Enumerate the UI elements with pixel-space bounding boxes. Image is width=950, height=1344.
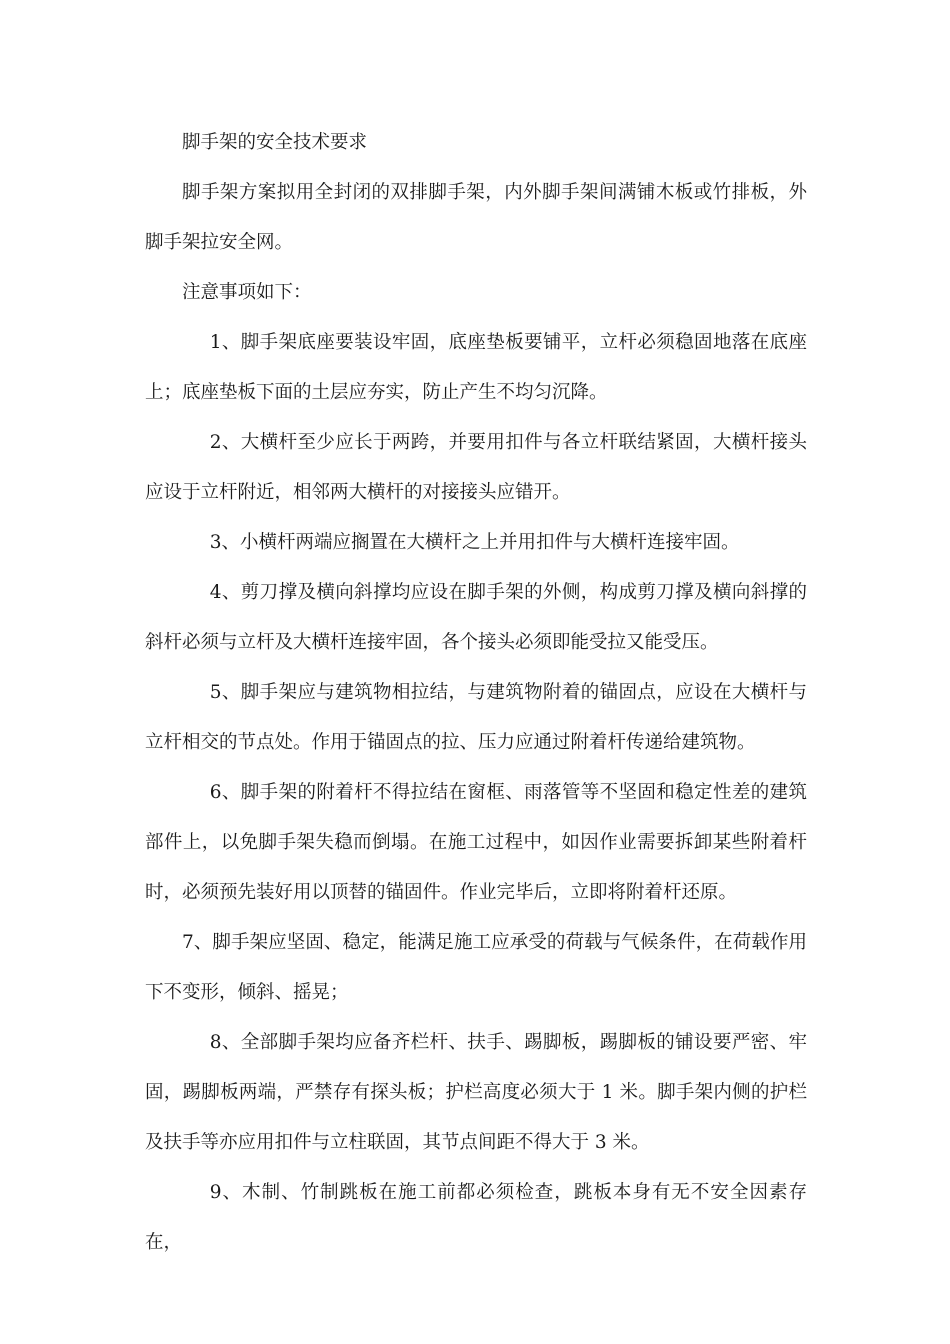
- paragraph-item-2: 2、大横杆至少应长于两跨，并要用扣件与各立杆联结紧固，大横杆接头应设于立杆附近，相邻两大横杆的对接接头应错开。: [145, 432, 807, 503]
- paragraph-item-9: 9、木制、竹制跳板在施工前都必须检查，跳板本身有无不安全因素存在，: [145, 1182, 807, 1253]
- paragraph-notes-heading: 注意事项如下：: [182, 282, 312, 303]
- paragraph-item-5: 5、脚手架应与建筑物相拉结，与建筑物附着的锚固点，应设在大横杆与立杆相交的节点处。作用于锚固点的拉、压力应通过附着杆传递给建筑物。: [145, 682, 807, 753]
- paragraph-intro: 脚手架方案拟用全封闭的双排脚手架，内外脚手架间满铺木板或竹排板，外脚手架拉安全网。: [145, 182, 807, 253]
- paragraph-item-3: 3、小横杆两端应搁置在大横杆之上并用扣件与大横杆连接牢固。: [209, 532, 740, 553]
- document-body: [145, 118, 807, 1268]
- paragraph-item-6: 6、脚手架的附着杆不得拉结在窗框、雨落管等不坚固和稳定性差的建筑部件上，以免脚手架失稳而倒塌。在施工过程中，如因作业需要拆卸某些附着杆时，必须预先装好用以顶替的锚固件。作业完毕后，立即将附着杆还原。: [145, 782, 807, 903]
- paragraph-item-8: 8、全部脚手架均应备齐栏杆、扶手、踢脚板，踢脚板的铺设要严密、牢固，踢脚板两端，严禁存有探头板；护栏高度必须大于 1 米。脚手架内侧的护栏及扶手等亦应用扣件与立柱联固，其节点间距不得大于 3 米。: [145, 1032, 807, 1153]
- paragraph-item-4: 4、剪刀撑及横向斜撑均应设在脚手架的外侧，构成剪刀撑及横向斜撑的斜杆必须与立杆及大横杆连接牢固，各个接头必须即能受拉又能受压。: [145, 582, 807, 653]
- document-title: 脚手架的安全技术要求: [182, 132, 368, 153]
- paragraph-item-7: 7、脚手架应坚固、稳定，能满足施工应承受的荷载与气候条件，在荷载作用下不变形，倾斜、摇晃；: [145, 932, 807, 1003]
- paragraph-item-1: 1、脚手架底座要装设牢固，底座垫板要铺平，立杆必须稳固地落在底座上；底座垫板下面的土层应夯实，防止产生不均匀沉降。: [145, 332, 807, 403]
